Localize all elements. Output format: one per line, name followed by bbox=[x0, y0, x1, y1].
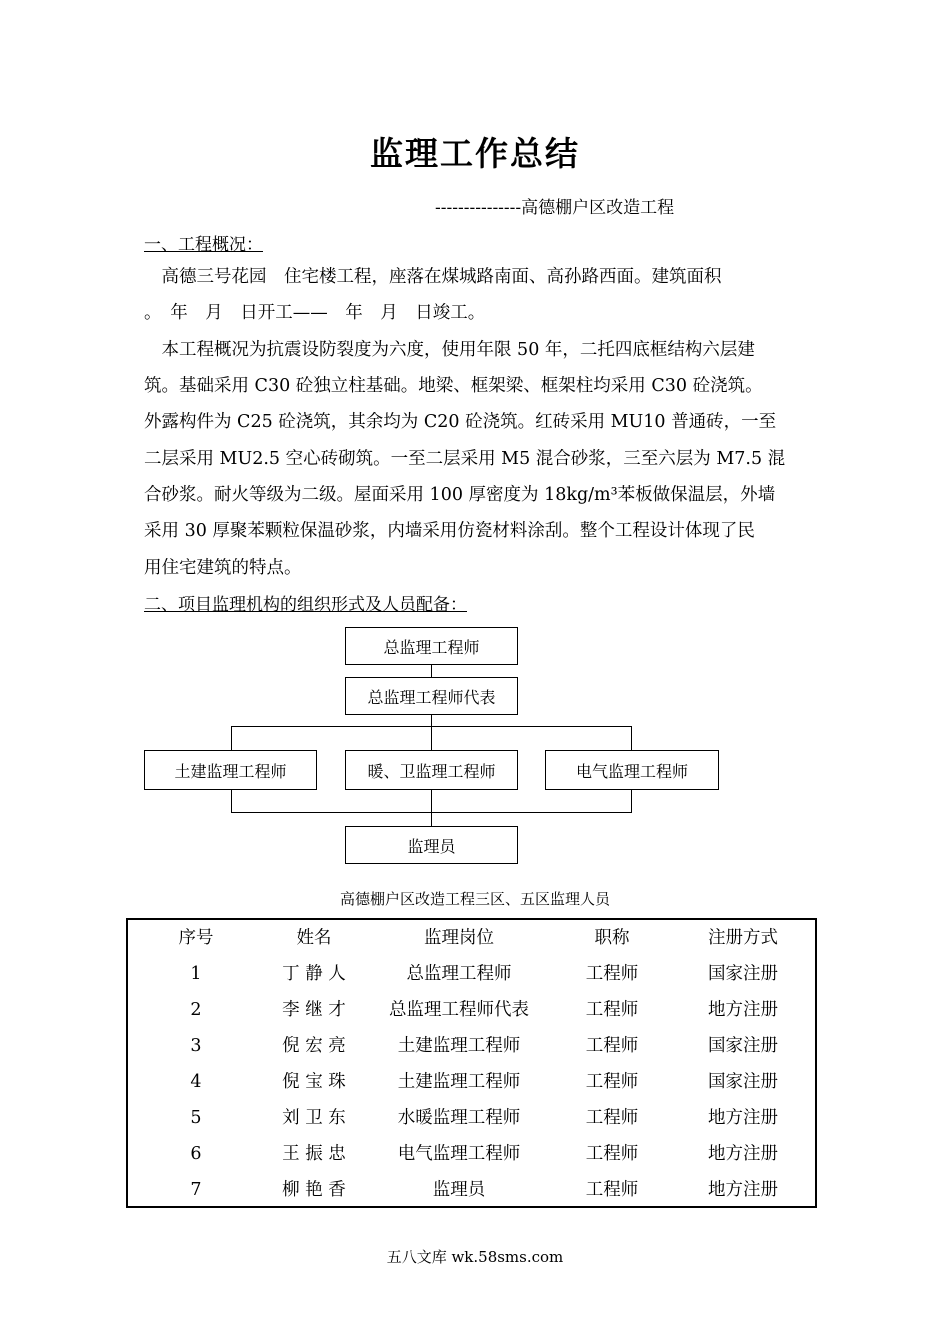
connector-line bbox=[231, 726, 232, 751]
table-cell: 地方注册 bbox=[708, 1108, 778, 1128]
table-row bbox=[128, 994, 815, 1030]
table-cell: 监理员 bbox=[432, 1180, 486, 1200]
table-cell: 柳 艳 香 bbox=[282, 1180, 346, 1200]
connector-line bbox=[231, 789, 232, 813]
connector-line bbox=[431, 664, 432, 678]
table-row bbox=[128, 1102, 815, 1138]
table-cell: 李 继 才 bbox=[282, 1000, 346, 1020]
org-box-chief-engineer: 总监理工程师 bbox=[345, 627, 518, 665]
overview-line: 外露构件为 C25 砼浇筑，其余均为 C20 砼浇筑。红砖采用 MU10 普通砖，一至 bbox=[144, 412, 777, 432]
table-cell: 丁 静 人 bbox=[282, 964, 346, 984]
table-cell: 工程师 bbox=[585, 1144, 639, 1164]
table-cell: 土建监理工程师 bbox=[397, 1072, 521, 1092]
header-cell: 注册方式 bbox=[708, 928, 778, 948]
staff-table bbox=[126, 918, 817, 1208]
table-caption: 高德棚户区改造工程三区、五区监理人员 bbox=[339, 890, 610, 908]
overview-line: 筑。基础采用 C30 砼独立柱基础。地梁、框架梁、框架柱均采用 C30 砼浇筑。 bbox=[144, 376, 763, 396]
table-cell: 地方注册 bbox=[708, 1144, 778, 1164]
table-cell: 倪 宏 亮 bbox=[282, 1036, 346, 1056]
section-heading-organization: 二、项目监理机构的组织形式及人员配备： bbox=[144, 595, 467, 615]
connector-line bbox=[631, 726, 632, 751]
table-row bbox=[128, 1138, 815, 1174]
org-box-hvac-engineer: 暖、卫监理工程师 bbox=[345, 750, 518, 790]
table-cell: 国家注册 bbox=[708, 964, 778, 984]
table-cell: 地方注册 bbox=[708, 1000, 778, 1020]
table-cell: 5 bbox=[190, 1108, 202, 1128]
connector-line bbox=[631, 789, 632, 813]
connector-line bbox=[231, 726, 632, 727]
header-cell: 职称 bbox=[594, 928, 630, 948]
table-cell: 电气监理工程师 bbox=[397, 1144, 521, 1164]
table-cell: 总监理工程师代表 bbox=[389, 1000, 529, 1020]
table-row bbox=[128, 1030, 815, 1066]
overview-line: 用住宅建筑的特点。 bbox=[144, 558, 302, 578]
table-header-row bbox=[128, 922, 815, 958]
table-cell: 水暖监理工程师 bbox=[397, 1108, 521, 1128]
table-row bbox=[128, 958, 815, 994]
org-box-supervisor: 监理员 bbox=[345, 826, 518, 864]
table-cell: 王 振 忠 bbox=[282, 1144, 346, 1164]
footer-watermark: 五八文库 wk.58sms.com bbox=[386, 1248, 564, 1266]
table-cell: 倪 宝 珠 bbox=[282, 1072, 346, 1092]
header-cell: 序号 bbox=[178, 928, 214, 948]
table-cell: 2 bbox=[190, 1000, 202, 1020]
table-row bbox=[128, 1066, 815, 1102]
table-cell: 工程师 bbox=[585, 1180, 639, 1200]
table-cell: 7 bbox=[190, 1180, 202, 1200]
connector-line bbox=[231, 812, 632, 813]
table-row bbox=[128, 1174, 815, 1210]
table-cell: 工程师 bbox=[585, 1000, 639, 1020]
table-cell: 土建监理工程师 bbox=[397, 1036, 521, 1056]
overview-line: 高德三号花园 住宅楼工程，座落在煤城路南面、高孙路西面。建筑面积 bbox=[144, 267, 722, 287]
table-cell: 国家注册 bbox=[708, 1036, 778, 1056]
document-title: 监理工作总结 bbox=[370, 134, 580, 173]
org-box-electrical-engineer: 电气监理工程师 bbox=[545, 750, 719, 790]
overview-line: 。 年 月 日开工—— 年 月 日竣工。 bbox=[144, 303, 486, 323]
overview-line: 本工程概况为抗震设防裂度为六度，使用年限 50 年，二托四底框结构六层建 bbox=[144, 340, 755, 360]
table-cell: 工程师 bbox=[585, 964, 639, 984]
table-cell: 6 bbox=[190, 1144, 202, 1164]
header-cell: 姓名 bbox=[296, 928, 332, 948]
table-cell: 地方注册 bbox=[708, 1180, 778, 1200]
overview-line: 合砂浆。耐火等级为二级。屋面采用 100 厚密度为 18kg/m³苯板做保温层，外墙 bbox=[144, 485, 776, 505]
table-cell: 工程师 bbox=[585, 1072, 639, 1092]
table-cell: 工程师 bbox=[585, 1108, 639, 1128]
overview-line: 二层采用 MU2.5 空心砖砌筑。一至二层采用 M5 混合砂浆，三至六层为 M7.5 混 bbox=[144, 449, 786, 469]
table-cell: 4 bbox=[190, 1072, 202, 1092]
overview-line: 采用 30 厚聚苯颗粒保温砂浆，内墙采用仿瓷材料涂刮。整个工程设计体现了民 bbox=[144, 521, 755, 541]
table-cell: 1 bbox=[190, 964, 202, 984]
table-cell: 刘 卫 东 bbox=[282, 1108, 346, 1128]
table-cell: 3 bbox=[190, 1036, 202, 1056]
document-subtitle: ---------------高德棚户区改造工程 bbox=[435, 198, 675, 218]
org-box-civil-engineer: 土建监理工程师 bbox=[144, 750, 317, 790]
section-heading-overview: 一、工程概况： bbox=[144, 235, 263, 255]
org-box-chief-deputy: 总监理工程师代表 bbox=[345, 677, 518, 715]
header-cell: 监理岗位 bbox=[424, 928, 494, 948]
table-cell: 工程师 bbox=[585, 1036, 639, 1056]
table-cell: 国家注册 bbox=[708, 1072, 778, 1092]
table-cell: 总监理工程师 bbox=[406, 964, 512, 984]
